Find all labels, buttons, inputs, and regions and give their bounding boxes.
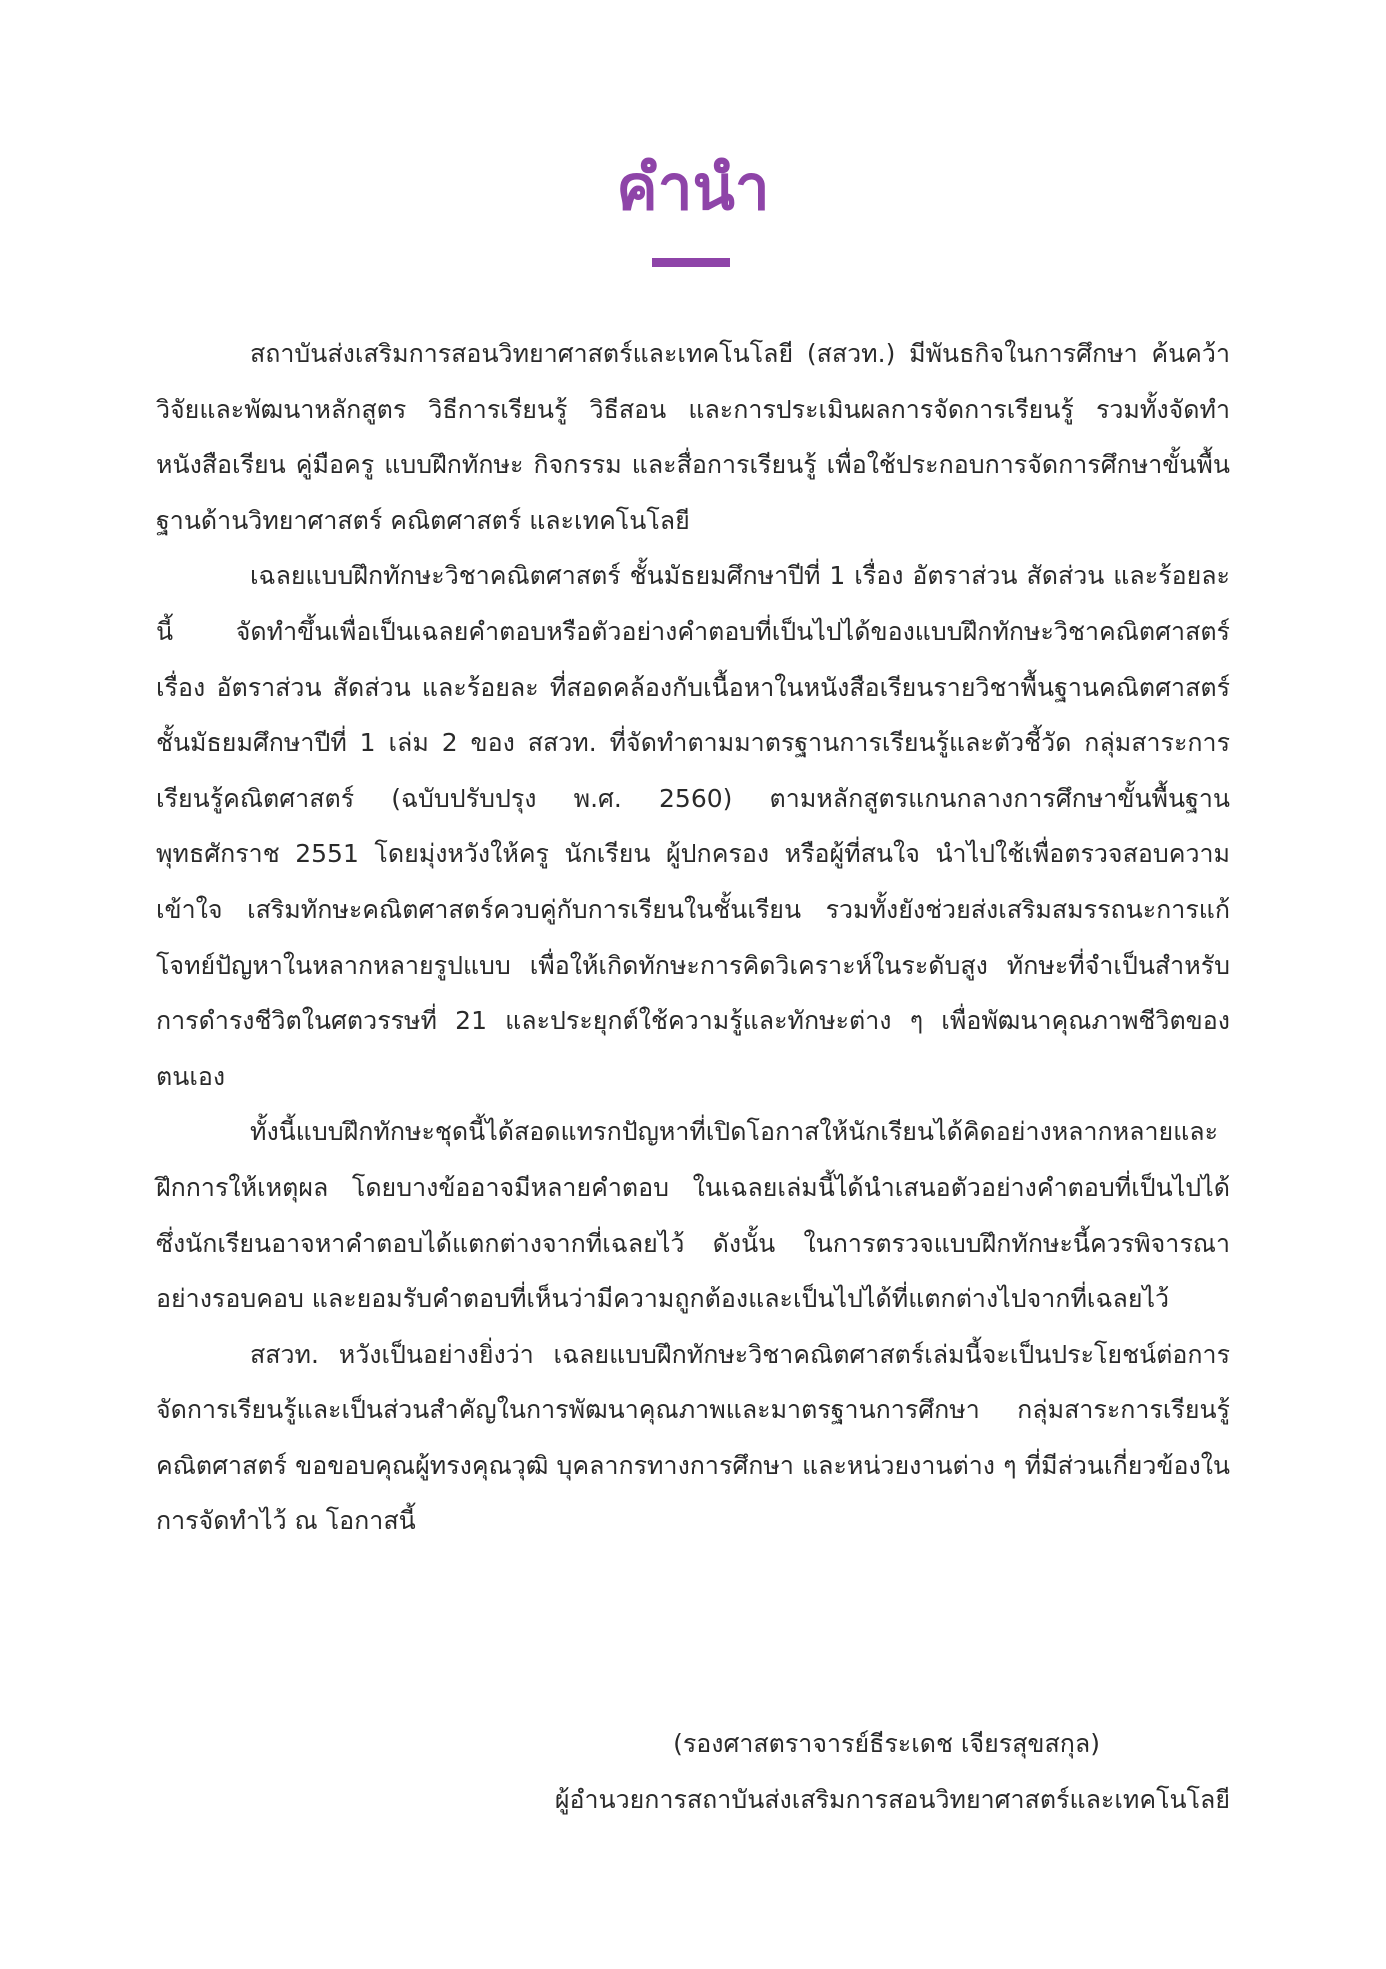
signatory-position: ผู้อำนวยการสถาบันส่งเสริมการสอนวิทยาศาสตร์และเทคโนโลยี bbox=[554, 1785, 1230, 1814]
paragraph-3: ทั้งนี้แบบฝึกทักษะชุดนี้ได้สอดแทรกปัญหาที่เปิดโอกาสให้นักเรียนได้คิดอย่างหลากหลายและฝึกการให้เหตุผล โดยบางข้ออาจมีหลายคำตอบ ในเฉลยเล่มนี้ได้นำเสนอตัวอย่างคำตอบที่เป็นไปได้ ซึ่งนักเรียนอาจหาคำตอบได้แตกต่างจากที่เฉลยไว้ ดังนั้น ในการตรวจแบบฝึกทักษะนี้ควรพิจารณาอย่างรอบคอบ และยอมรับคำตอบที่เห็นว่ามีความถูกต้องและเป็นไปได้ที่แตกต่างไปจากที่เฉลยไว้ bbox=[156, 1117, 1230, 1314]
paragraph-4: สสวท. หวังเป็นอย่างยิ่งว่า เฉลยแบบฝึกทักษะวิชาคณิตศาสตร์เล่มนี้จะเป็นประโยชน์ต่อการจัดการเรียนรู้และเป็นส่วนสำคัญในการพัฒนาคุณภาพและมาตรฐานการศึกษา กลุ่มสาระการเรียนรู้คณิตศาสตร์ ขอขอบคุณผู้ทรงคุณวุฒิ บุคลากรทางการศึกษา และหน่วยงานต่าง ๆ ที่มีส่วนเกี่ยวข้องในการจัดทำไว้ ณ โอกาสนี้ bbox=[156, 1339, 1230, 1536]
title-underline bbox=[652, 258, 730, 267]
signature-block bbox=[156, 1716, 1230, 1828]
page-title: คำนำ bbox=[616, 151, 770, 224]
signatory-name: (รองศาสตราจารย์ธีระเดช เจียรสุขสกุล) bbox=[673, 1729, 1100, 1758]
paragraph-2: เฉลยแบบฝึกทักษะวิชาคณิตศาสตร์ ชั้นมัธยมศึกษาปีที่ 1 เรื่อง อัตราส่วน สัดส่วน และร้อยละ นี้ จัดทำขึ้นเพื่อเป็นเฉลยคำตอบหรือตัวอย่างคำตอบที่เป็นไปได้ของแบบฝึกทักษะวิชาคณิตศาสตร์ เรื่อง อัตราส่วน สัดส่วน และร้อยละ ที่สอดคล้องกับเนื้อหาในหนังสือเรียนรายวิชาพื้นฐานคณิตศาสตร์ ชั้นมัธยมศึกษาปีที่ 1 เล่ม 2 ของ สสวท. ที่จัดทำตามมาตรฐานการเรียนรู้และตัวชี้วัด กลุ่มสาระการเรียนรู้คณิตศาสตร์ (ฉบับปรับปรุง พ.ศ. 2560) ตามหลักสูตรแกนกลางการศึกษาขั้นพื้นฐาน พุทธศักราช 2551 โดยมุ่งหวังให้ครู นักเรียน ผู้ปกครอง หรือผู้ที่สนใจ นำไปใช้เพื่อตรวจสอบความเข้าใจ เสริมทักษะคณิตศาสตร์ควบคู่กับการเรียนในชั้นเรียน รวมทั้งยังช่วยส่งเสริมสมรรถนะการแก้โจทย์ปัญหาในหลากหลายรูปแบบ เพื่อให้เกิดทักษะการคิดวิเคราะห์ในระดับสูง ทักษะที่จำเป็นสำหรับการดำรงชีวิตในศตวรรษที่ 21 และประยุกต์ใช้ความรู้และทักษะต่าง ๆ เพื่อพัฒนาคุณภาพชีวิตของตนเอง bbox=[156, 561, 1230, 1091]
preface-body bbox=[156, 326, 1230, 1549]
paragraph-1: สถาบันส่งเสริมการสอนวิทยาศาสตร์และเทคโนโลยี (สสวท.) มีพันธกิจในการศึกษา ค้นคว้า วิจัยและพัฒนาหลักสูตร วิธีการเรียนรู้ วิธีสอน และการประเมินผลการจัดการเรียนรู้ รวมทั้งจัดทำหนังสือเรียน คู่มือครู แบบฝึกทักษะ กิจกรรม และสื่อการเรียนรู้ เพื่อใช้ประกอบการจัดการศึกษาขั้นพื้นฐานด้านวิทยาศาสตร์ คณิตศาสตร์ และเทคโนโลยี bbox=[156, 339, 1230, 535]
